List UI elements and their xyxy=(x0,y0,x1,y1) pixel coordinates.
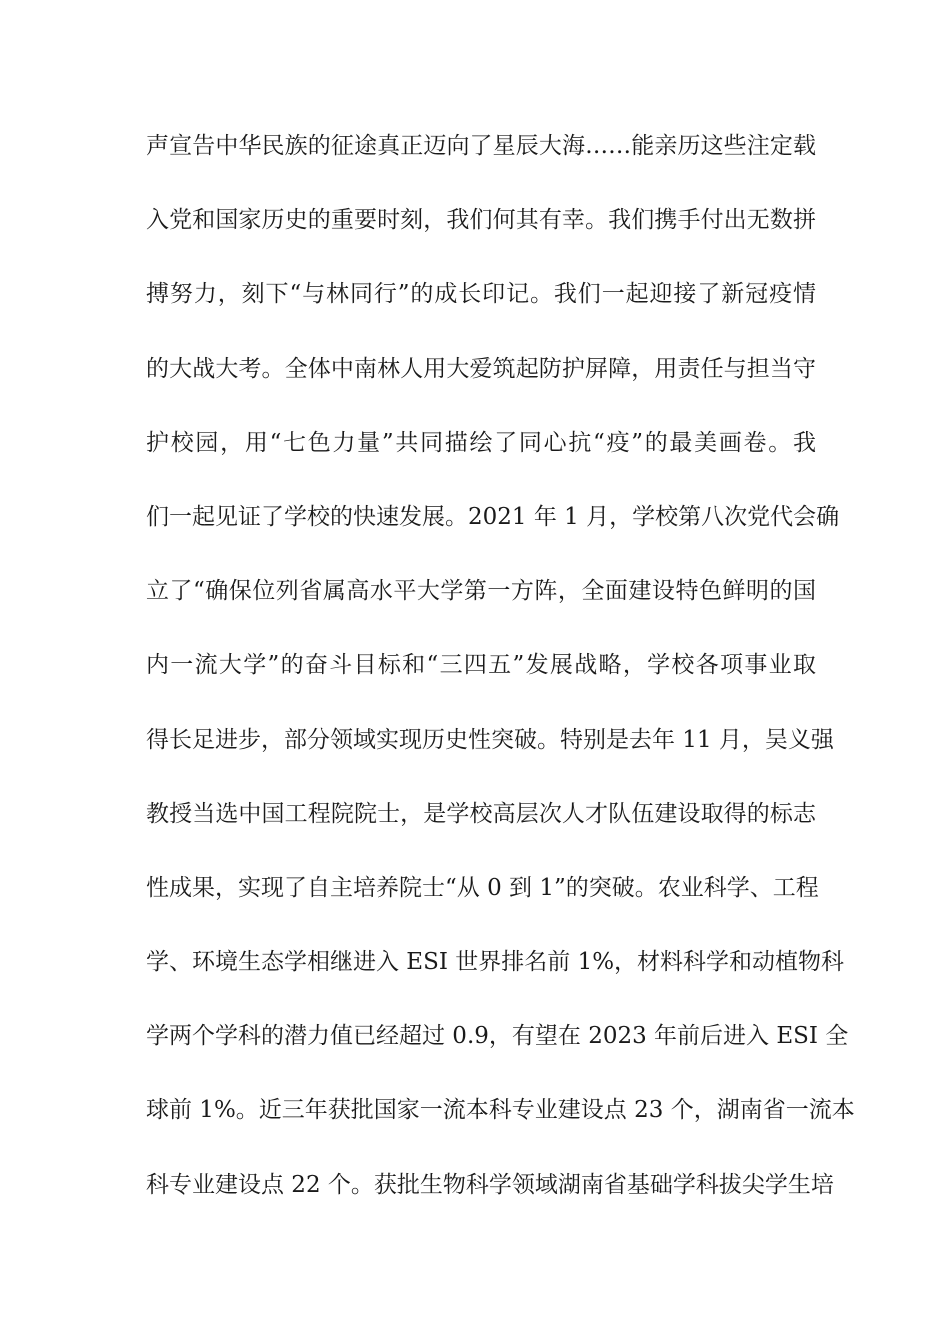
text-line: 入党和国家历史的重要时刻，我们何其有幸。我们携手付出无数拼 xyxy=(146,207,816,234)
text-line: 学两个学科的潜力值已经超过 0.9，有望在 2023 年前后进入 ESI 全 xyxy=(146,1023,849,1050)
body-text xyxy=(146,127,855,1240)
text-line: 科专业建设点 22 个。获批生物科学领域湖南省基础学科拔尖学生培 xyxy=(146,1171,834,1198)
text-line: 的大战大考。全体中南林人用大爱筑起防护屏障，用责任与担当守 xyxy=(146,355,816,382)
text-line: 得长足进步，部分领域实现历史性突破。特别是去年 11 月，吴义强 xyxy=(146,726,834,753)
text-line: 护校园，用“七色力量”共同描绘了同心抗“疫”的最美画卷。我 xyxy=(146,429,816,456)
text-line: 教授当选中国工程院院士，是学校高层次人才队伍建设取得的标志 xyxy=(146,800,816,827)
text-line: 搏努力，刻下“与林同行”的成长印记。我们一起迎接了新冠疫情 xyxy=(146,281,816,308)
text-line: 内一流大学”的奋斗目标和“三四五”发展战略，学校各项事业取 xyxy=(146,652,816,679)
text-line: 立了“确保位列省属高水平大学第一方阵，全面建设特色鲜明的国 xyxy=(146,578,816,605)
text-line: 们一起见证了学校的快速发展。2021 年 1 月，学校第八次党代会确 xyxy=(146,503,840,530)
text-line: 学、环境生态学相继进入 ESI 世界排名前 1%，材料科学和动植物科 xyxy=(146,949,845,976)
text-line: 声宣告中华民族的征途真正迈向了星辰大海……能亲历这些注定载 xyxy=(146,133,816,159)
text-line: 球前 1%。近三年获批国家一流本科专业建设点 23 个，湖南省一流本 xyxy=(146,1097,855,1124)
text-line: 性成果，实现了自主培养院士“从 0 到 1”的突破。农业科学、工程 xyxy=(146,874,819,901)
